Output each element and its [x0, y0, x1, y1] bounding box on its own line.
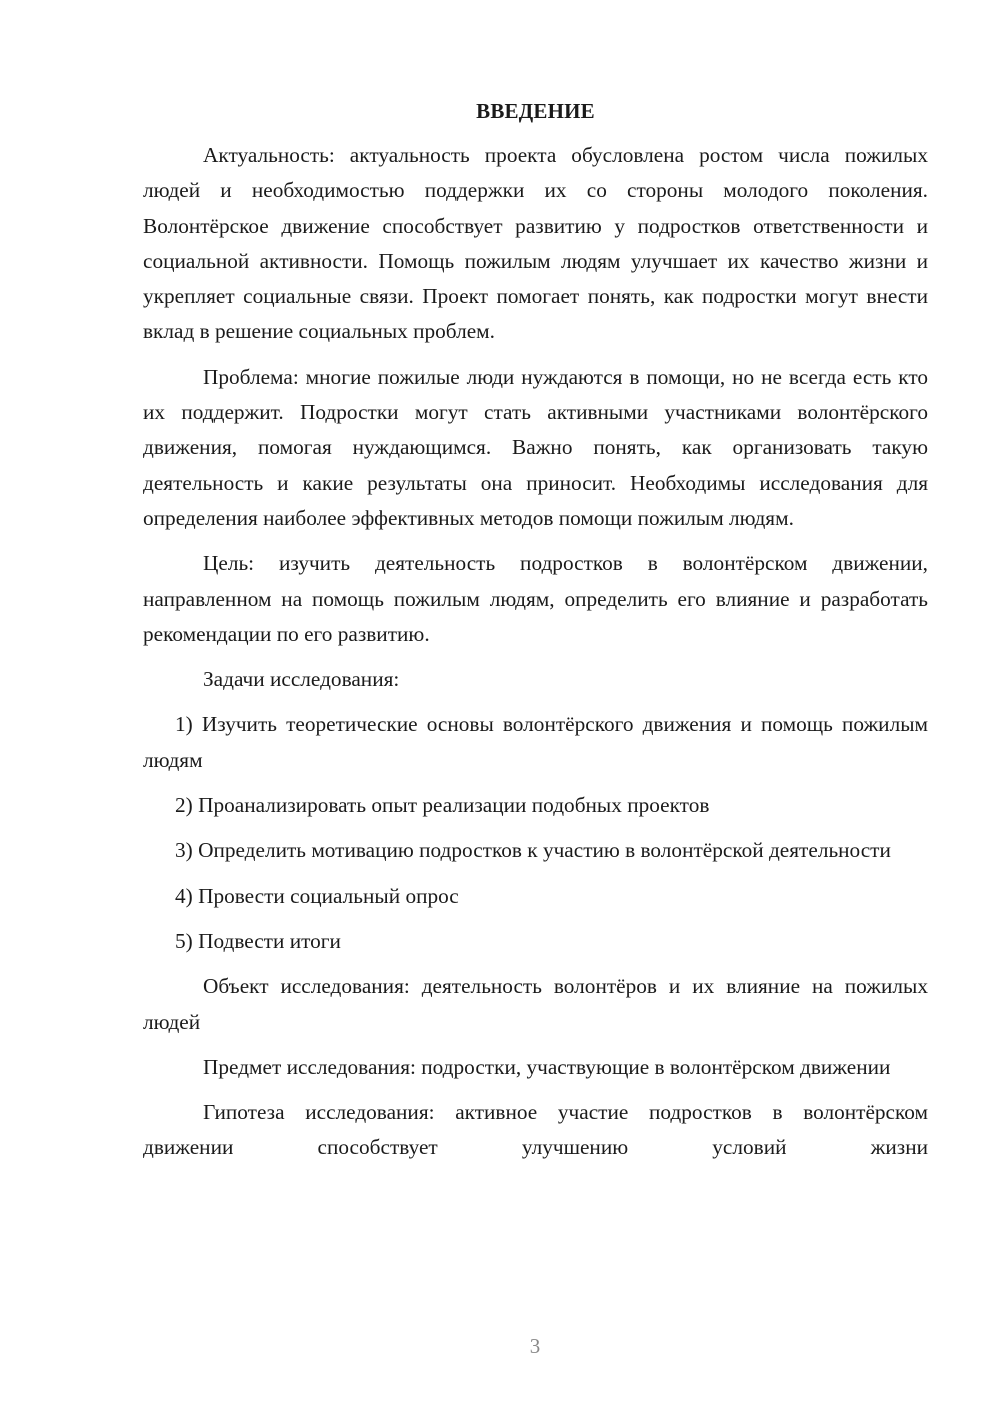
page-number: 3: [529, 1334, 541, 1358]
object-paragraph: Объект исследования: деятельность волонтёров и их влияние на пожилых людей: [143, 974, 928, 1034]
subject-paragraph: Предмет исследования: подростки, участвующие в волонтёрском движении: [203, 1054, 891, 1079]
task-item: 1) Изучить теоретические основы волонтёрского движения и помощь пожилым людям: [143, 712, 928, 772]
problem-paragraph: Проблема: многие пожилые люди нуждаются в помощи, но не всегда есть кто их поддержит. Подростки могут стать активными участниками волонтёрского движения, помогая нуждающимся. Важно понять, как организовать такую деятельность и какие результаты она приносит. Необходимы исследования для определения наиболее эффективных методов помощи пожилым людям.: [143, 364, 928, 530]
document-page: [143, 96, 928, 1176]
task-item: 4) Провести социальный опрос: [175, 883, 459, 908]
task-item: 2) Проанализировать опыт реализации подобных проектов: [175, 793, 710, 818]
goal-paragraph: Цель: изучить деятельность подростков в волонтёрском движении, направленном на помощь пожилым людям, определить его влияние и разработать рекомендации по его развитию.: [143, 551, 928, 646]
task-item: 3) Определить мотивацию подростков к участию в волонтёрской деятельности: [175, 838, 891, 863]
hypothesis-paragraph: Гипотеза исследования: активное участие подростков в волонтёрском движении способствует улучшению условий жизни: [143, 1100, 928, 1160]
tasks-heading: Задачи исследования:: [203, 667, 400, 692]
task-item: 5) Подвести итоги: [175, 928, 341, 953]
section-heading: ВВЕДЕНИЕ: [476, 99, 595, 123]
relevance-paragraph: Актуальность: актуальность проекта обусловлена ростом числа пожилых людей и необходимостью поддержки их со стороны молодого поколения. Волонтёрское движение способствует развитию у подростков ответственности и социальной активности. Помощь пожилым людям улучшает их качество жизни и укрепляет социальные связи. Проект помогает понять, как подростки могут внести вклад в решение социальных проблем.: [143, 143, 928, 344]
